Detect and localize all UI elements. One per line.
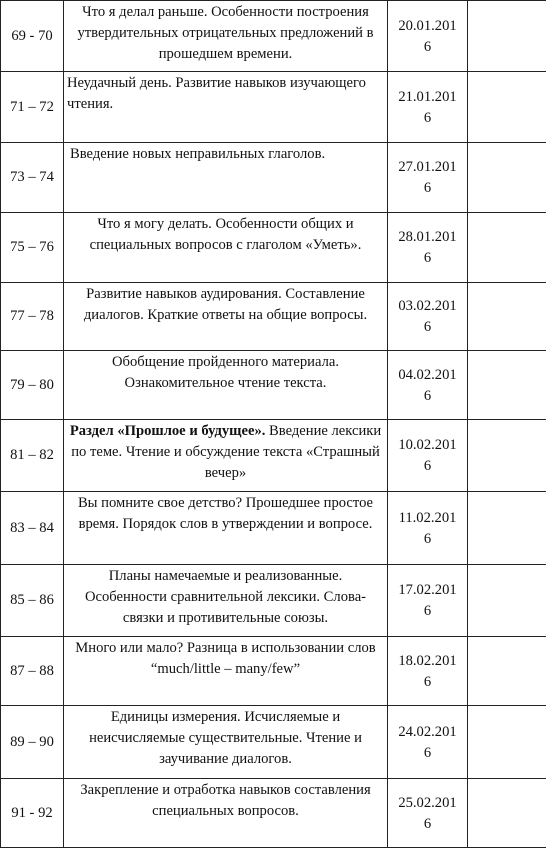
lesson-number: 83 – 84: [1, 492, 64, 565]
date-line-2: 6: [388, 529, 467, 549]
empty-cell: [468, 283, 546, 351]
date-line-2: 6: [388, 743, 467, 763]
empty-cell: [468, 143, 546, 213]
lesson-topic-text: Неудачный день. Развитие навыков изучающего чтения.: [67, 73, 384, 115]
lesson-date: [388, 213, 468, 283]
lesson-number: 85 – 86: [1, 565, 64, 637]
date-line-2: 6: [388, 601, 467, 621]
empty-cell: [468, 492, 546, 565]
lesson-topic: Вы помните свое детство? Прошедшее простое время. Порядок слов в утверждении и вопросе.: [64, 492, 388, 565]
empty-cell: [468, 779, 546, 848]
lesson-date: [388, 283, 468, 351]
table-row: [1, 706, 546, 779]
table-row: [1, 1, 546, 72]
lesson-date: [388, 492, 468, 565]
lesson-date: [388, 143, 468, 213]
lesson-number: 89 – 90: [1, 706, 64, 779]
table-row: [1, 637, 546, 706]
date-line-2: 6: [388, 386, 467, 406]
lesson-number: 87 – 88: [1, 637, 64, 706]
lesson-topic: Развитие навыков аудирования. Составление диалогов. Краткие ответы на общие вопросы.: [64, 283, 388, 351]
date-line-1: 04.02.201: [388, 365, 467, 386]
empty-cell: [468, 351, 546, 420]
table-row: [1, 351, 546, 420]
table-row: [1, 779, 546, 848]
lesson-topic-text: Введение лексики по теме. Чтение и обсуждение текста «Страшный вечер»: [71, 423, 381, 481]
date-line-1: 10.02.201: [388, 435, 467, 456]
lesson-date: [388, 1, 468, 72]
date-line-2: 6: [388, 317, 467, 337]
lesson-topic: Что я делал раньше. Особенности построения утвердительных отрицательных предложений в прошедшем времени.: [64, 1, 388, 72]
lesson-topic: Обобщение пройденного материала. Ознакомительное чтение текста.: [64, 351, 388, 420]
date-line-1: 20.01.201: [388, 16, 467, 37]
lesson-number: 73 – 74: [1, 143, 64, 213]
date-line-1: 17.02.201: [388, 580, 467, 601]
date-line-2: 6: [388, 178, 467, 198]
date-line-2: 6: [388, 248, 467, 268]
empty-cell: [468, 72, 546, 143]
lesson-number: 71 – 72: [1, 72, 64, 143]
empty-cell: [468, 565, 546, 637]
table-row: [1, 72, 546, 143]
lesson-topic: Закрепление и отработка навыков составления специальных вопросов.: [64, 779, 388, 848]
empty-cell: [468, 706, 546, 779]
table-row: [1, 213, 546, 283]
date-line-1: 25.02.201: [388, 793, 467, 814]
date-line-1: 27.01.201: [388, 157, 467, 178]
lesson-number: 79 – 80: [1, 351, 64, 420]
lesson-topic: Что я могу делать. Особенности общих и специальных вопросов с глаголом «Уметь».: [64, 213, 388, 283]
date-line-1: 03.02.201: [388, 296, 467, 317]
date-line-2: 6: [388, 672, 467, 692]
lesson-number: 77 – 78: [1, 283, 64, 351]
lesson-date: [388, 72, 468, 143]
lesson-topic: [64, 143, 388, 213]
lesson-number: 91 - 92: [1, 779, 64, 848]
empty-cell: [468, 1, 546, 72]
lesson-topic: [64, 420, 388, 492]
section-title: Раздел «Прошлое и будущее».: [70, 423, 266, 439]
date-line-1: 11.02.201: [388, 508, 467, 529]
lesson-date: [388, 420, 468, 492]
date-line-1: 28.01.201: [388, 227, 467, 248]
lesson-topic: [64, 72, 388, 143]
date-line-2: 6: [388, 108, 467, 128]
date-line-2: 6: [388, 814, 467, 834]
date-line-2: 6: [388, 37, 467, 57]
table-row: [1, 565, 546, 637]
lesson-date: [388, 637, 468, 706]
lesson-topic: Планы намечаемые и реализованные. Особенности сравнительной лексики. Слова-связки и противительные союзы.: [64, 565, 388, 637]
lesson-number: 75 – 76: [1, 213, 64, 283]
lesson-number: 81 – 82: [1, 420, 64, 492]
table-row: [1, 143, 546, 213]
lesson-topic-text: Введение новых неправильных глаголов.: [67, 144, 384, 165]
empty-cell: [468, 213, 546, 283]
table-row: [1, 492, 546, 565]
date-line-1: 21.01.201: [388, 87, 467, 108]
lesson-date: [388, 779, 468, 848]
lesson-date: [388, 706, 468, 779]
lesson-number: 69 - 70: [1, 1, 64, 72]
empty-cell: [468, 420, 546, 492]
table-row: [1, 283, 546, 351]
lesson-topic: Единицы измерения. Исчисляемые и неисчисляемые существительные. Чтение и заучивание диалогов.: [64, 706, 388, 779]
lesson-topic: Много или мало? Разница в использовании слов “much/little – many/few”: [64, 637, 388, 706]
table-row: [1, 420, 546, 492]
empty-cell: [468, 637, 546, 706]
lesson-date: [388, 351, 468, 420]
date-line-1: 24.02.201: [388, 722, 467, 743]
lesson-date: [388, 565, 468, 637]
date-line-2: 6: [388, 456, 467, 476]
date-line-1: 18.02.201: [388, 651, 467, 672]
